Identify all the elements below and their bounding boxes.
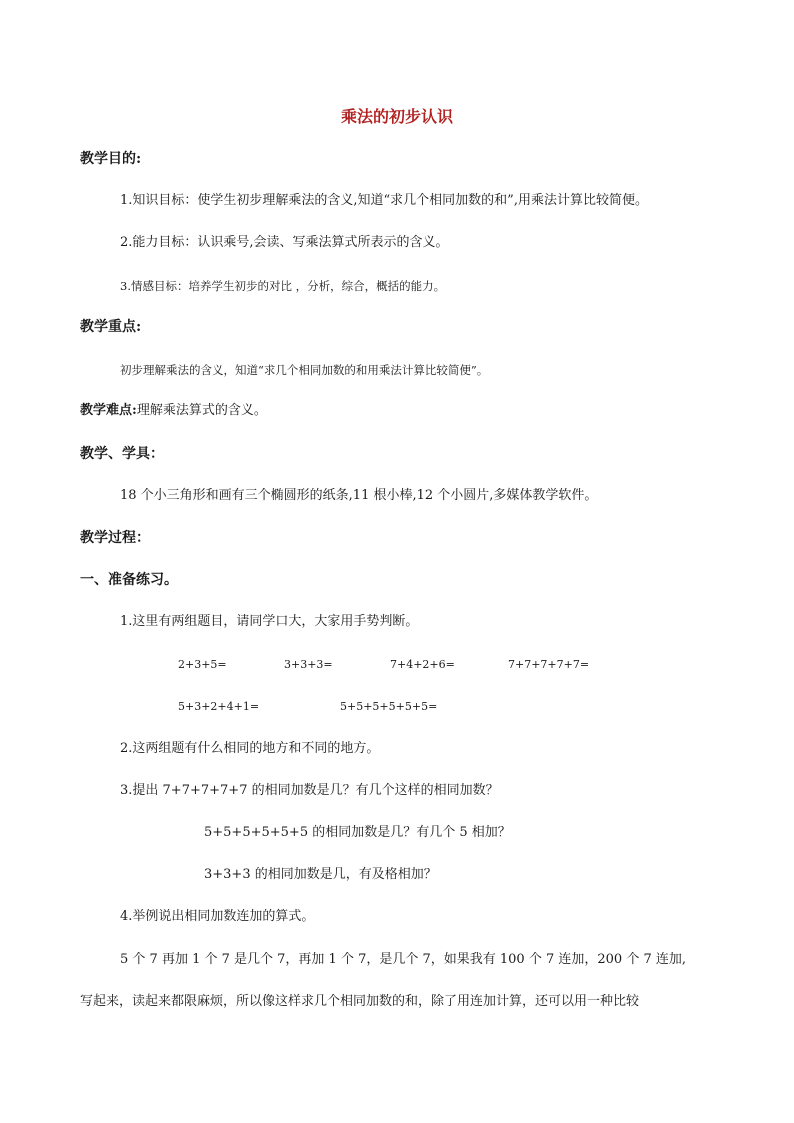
equation: 7+4+2+6=: [390, 658, 455, 671]
step-1: 1.这里有两组题目，请同学口大，大家用手势判断。: [120, 614, 419, 629]
paragraph-line-1: 5 个 7 再加 1 个 7 是几个 7，再加 1 个 7，是几个 7，如果我有 100 个 7 连加，200 个 7 连加,: [120, 952, 686, 967]
paragraph-line-2: 写起来，读起来都限麻烦，所以像这样求几个相同加数的和，除了用连加计算，还可以用一种比较: [80, 994, 640, 1009]
step-4: 4.举例说出相同加数连加的算式。: [120, 909, 315, 924]
tools-text: 18 个小三角形和画有三个椭圆形的纸条,11 根小棒,12 个小圆片,多媒体教学软件。: [120, 488, 598, 503]
key-points-text: 初步理解乘法的含义，知道“求几个相同加数的和用乘法计算比较简便”。: [120, 363, 489, 377]
difficulty-heading: 教学难点:: [80, 403, 137, 418]
equation: 5+5+5+5+5+5=: [340, 700, 438, 713]
equation: 3+3+3=: [284, 658, 333, 671]
objective-emotion: 3.情感目标：培养学生初步的对比 ，分析，综合，概括的能力。: [120, 279, 446, 293]
equation: 5+3+2+4+1=: [178, 700, 260, 713]
step-3: 3.提出 7+7+7+7+7 的相同加数是几？有几个这样的相同加数？: [120, 783, 499, 798]
tools-heading: 教学、学具：: [80, 446, 164, 462]
objectives-heading: 教学目的:: [80, 151, 142, 167]
document-title: 乘法的初步认识: [340, 107, 453, 126]
step-2: 2.这两组题有什么相同的地方和不同的地方。: [120, 741, 380, 756]
section-prep-practice: 一、准备练习。: [80, 572, 178, 588]
objective-knowledge: 1.知识目标：使学生初步理解乘法的含义,知道“求几个相同加数的和”,用乘法计算比较简便。: [120, 193, 648, 208]
difficulty-line: [80, 402, 267, 420]
key-points-heading: 教学重点:: [80, 319, 142, 335]
equation: 7+7+7+7+7=: [508, 658, 590, 671]
equation: 2+3+5=: [178, 658, 227, 671]
step-3-sub-2: 3+3+3 的相同加数是几，有及格相加？: [204, 867, 437, 882]
difficulty-text: 理解乘法算式的含义。: [136, 403, 267, 418]
step-3-sub-1: 5+5+5+5+5+5 的相同加数是几？有几个 5 相加？: [204, 825, 511, 840]
objective-ability: 2.能力目标：认识乘号,会读、写乘法算式所表示的含义。: [120, 235, 449, 250]
process-heading: 教学过程：: [80, 530, 150, 546]
